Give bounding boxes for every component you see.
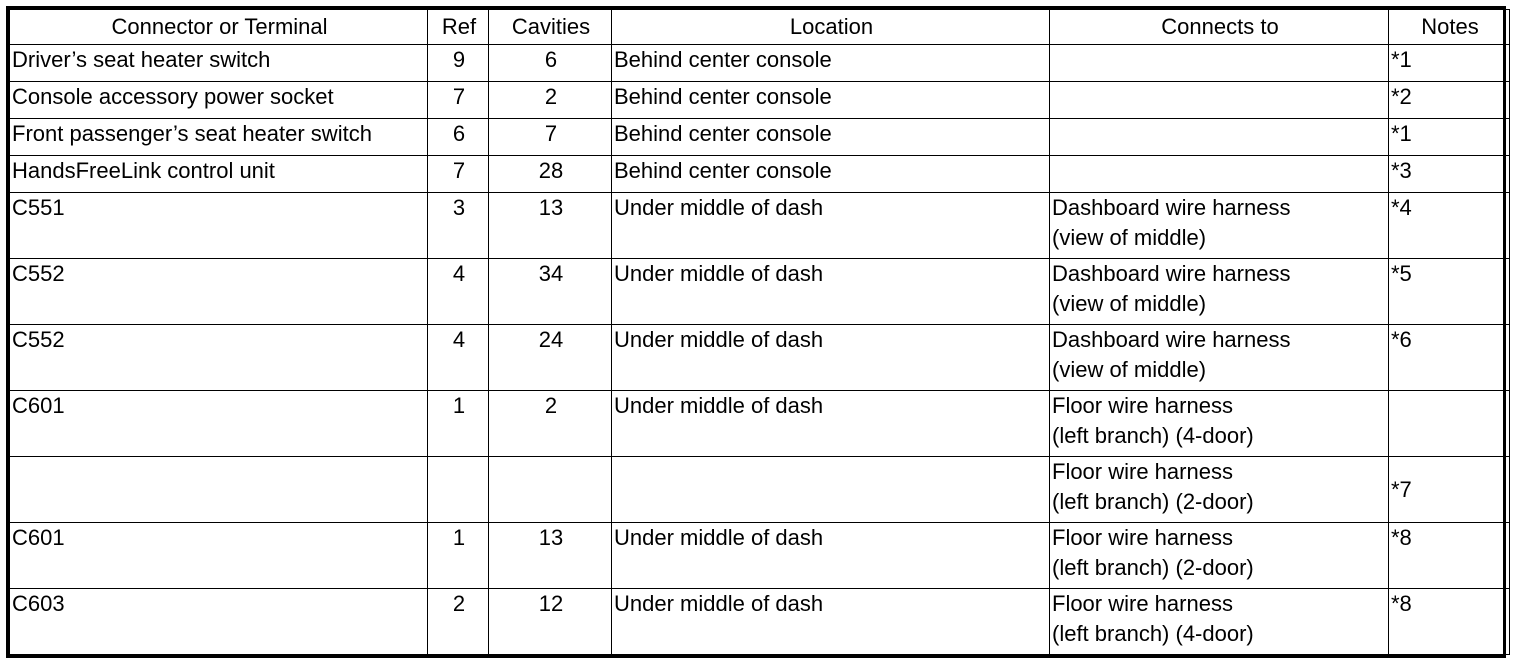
cell-location: Under middle of dash — [612, 391, 1050, 457]
cell-connector: C551 — [10, 193, 428, 259]
table-row — [10, 259, 1510, 325]
cell-cavities: 13 — [489, 523, 612, 589]
cell-notes: *8 — [1389, 589, 1510, 655]
connector-table-frame — [6, 6, 1506, 658]
cell-connector: HandsFreeLink control unit — [10, 156, 428, 193]
cell-connector: C552 — [10, 259, 428, 325]
cell-connector: Console accessory power socket — [10, 82, 428, 119]
cell-connects-to — [1050, 45, 1389, 82]
cell-ref: 1 — [428, 391, 489, 457]
cell-ref: 7 — [428, 156, 489, 193]
cell-location: Under middle of dash — [612, 325, 1050, 391]
cell-cavities: 12 — [489, 589, 612, 655]
cell-location — [612, 457, 1050, 523]
table-row — [10, 523, 1510, 589]
cell-notes: *8 — [1389, 523, 1510, 589]
cell-cavities: 13 — [489, 193, 612, 259]
cell-connects-to: Dashboard wire harness (view of middle) — [1050, 193, 1389, 259]
cell-location: Under middle of dash — [612, 193, 1050, 259]
cell-connector: C552 — [10, 325, 428, 391]
cell-notes: *1 — [1389, 119, 1510, 156]
cell-cavities: 24 — [489, 325, 612, 391]
cell-location: Under middle of dash — [612, 589, 1050, 655]
cell-ref: 6 — [428, 119, 489, 156]
cell-connects-to — [1050, 156, 1389, 193]
table-row — [10, 193, 1510, 259]
cell-location: Behind center console — [612, 45, 1050, 82]
cell-notes: *7 — [1389, 457, 1510, 523]
cell-notes: *4 — [1389, 193, 1510, 259]
table-row — [10, 391, 1510, 457]
cell-location: Under middle of dash — [612, 259, 1050, 325]
table-row — [10, 589, 1510, 655]
cell-notes — [1389, 391, 1510, 457]
cell-connector — [10, 457, 428, 523]
cell-notes: *6 — [1389, 325, 1510, 391]
table-row — [10, 45, 1510, 82]
header-connects-to: Connects to — [1050, 10, 1389, 45]
connector-table — [9, 9, 1510, 655]
cell-ref: 4 — [428, 325, 489, 391]
cell-ref: 1 — [428, 523, 489, 589]
cell-connects-to: Floor wire harness (left branch) (2-door) — [1050, 457, 1389, 523]
table-row — [10, 119, 1510, 156]
cell-connects-to: Floor wire harness (left branch) (2-door) — [1050, 523, 1389, 589]
cell-connector: Front passenger’s seat heater switch — [10, 119, 428, 156]
cell-notes: *3 — [1389, 156, 1510, 193]
cell-connects-to: Dashboard wire harness (view of middle) — [1050, 325, 1389, 391]
cell-location: Behind center console — [612, 119, 1050, 156]
cell-cavities: 2 — [489, 82, 612, 119]
cell-cavities — [489, 457, 612, 523]
cell-connector: C603 — [10, 589, 428, 655]
cell-location: Under middle of dash — [612, 523, 1050, 589]
cell-ref: 9 — [428, 45, 489, 82]
cell-ref: 7 — [428, 82, 489, 119]
cell-notes: *2 — [1389, 82, 1510, 119]
cell-connector: C601 — [10, 391, 428, 457]
cell-connects-to — [1050, 82, 1389, 119]
cell-ref: 2 — [428, 589, 489, 655]
cell-location: Behind center console — [612, 156, 1050, 193]
header-location: Location — [612, 10, 1050, 45]
table-row — [10, 156, 1510, 193]
cell-connector: Driver’s seat heater switch — [10, 45, 428, 82]
cell-connects-to: Floor wire harness (left branch) (4-door) — [1050, 589, 1389, 655]
cell-ref — [428, 457, 489, 523]
header-ref: Ref — [428, 10, 489, 45]
cell-cavities: 6 — [489, 45, 612, 82]
table-header-row — [10, 10, 1510, 45]
cell-connects-to: Floor wire harness (left branch) (4-door) — [1050, 391, 1389, 457]
cell-notes: *1 — [1389, 45, 1510, 82]
table-row — [10, 457, 1510, 523]
cell-connects-to — [1050, 119, 1389, 156]
header-cavities: Cavities — [489, 10, 612, 45]
cell-ref: 3 — [428, 193, 489, 259]
cell-cavities: 7 — [489, 119, 612, 156]
cell-cavities: 2 — [489, 391, 612, 457]
table-row — [10, 325, 1510, 391]
cell-connector: C601 — [10, 523, 428, 589]
cell-connects-to: Dashboard wire harness (view of middle) — [1050, 259, 1389, 325]
cell-cavities: 28 — [489, 156, 612, 193]
cell-ref: 4 — [428, 259, 489, 325]
cell-notes: *5 — [1389, 259, 1510, 325]
header-connector: Connector or Terminal — [10, 10, 428, 45]
table-row — [10, 82, 1510, 119]
header-notes: Notes — [1389, 10, 1510, 45]
cell-location: Behind center console — [612, 82, 1050, 119]
cell-cavities: 34 — [489, 259, 612, 325]
